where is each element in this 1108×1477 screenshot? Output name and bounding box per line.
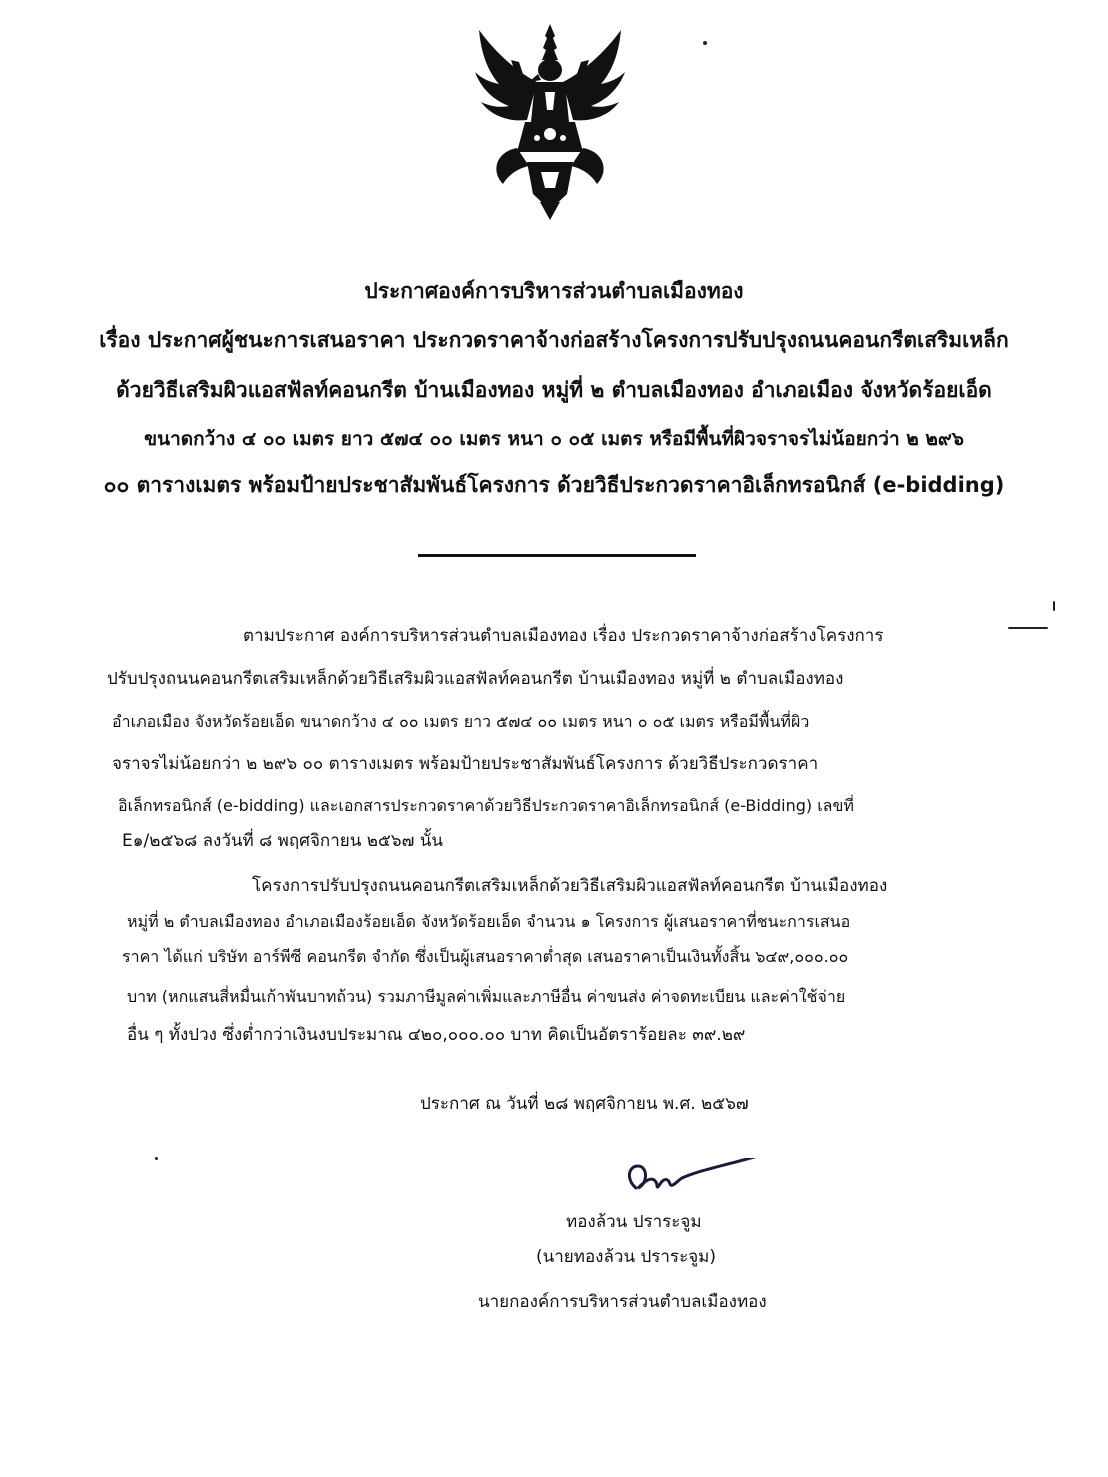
paragraph-1-line: ปรับปรุงถนนคอนกรีตเสริมเหล็กด้วยวิธีเสริมผิวแอสฟัลท์คอนกรีต บ้านเมืองทอง หมู่ที่ ๒ ตำบลเมืองทอง <box>107 669 844 689</box>
paragraph-1-line: ตามประกาศ องค์การบริหารส่วนตำบลเมืองทอง เรื่อง ประกวดราคาจ้างก่อสร้างโครงการ <box>243 626 884 646</box>
subject-line-2: ด้วยวิธีเสริมผิวแอสฟัลท์คอนกรีต บ้านเมืองทอง หมู่ที่ ๒ ตำบลเมืองทอง อำเภอเมือง จังหวัดร้อยเอ็ด <box>116 378 992 402</box>
garuda-emblem <box>465 22 635 222</box>
title-divider <box>418 554 696 557</box>
scan-speck <box>703 41 707 45</box>
paragraph-1-line: อำเภอเมือง จังหวัดร้อยเอ็ด ขนาดกว้าง ๔ ๐๐ เมตร ยาว ๕๗๔ ๐๐ เมตร หนา ๐ ๐๕ เมตร หรือมีพื้นที่ผิว <box>112 712 810 731</box>
printed-name: (นายทองล้วน ปราระจูม) <box>536 1247 716 1267</box>
paragraph-2-line: ราคา ได้แก่ บริษัท อาร์พีซี คอนกรีต จำกัด ซึ่งเป็นผู้เสนอราคาต่ำสุด เสนอราคาเป็นเงินทั้งสิ้น ๖๔๙,๐๐๐.๐๐ <box>122 947 849 966</box>
signatory-position: นายกองค์การบริหารส่วนตำบลเมืองทอง <box>478 1292 767 1312</box>
scan-speck <box>155 1157 158 1160</box>
paragraph-1-line: อิเล็กทรอนิกส์ (e-bidding) และเอกสารประกวดราคาด้วยวิธีประกวดราคาอิเล็กทรอนิกส์ (e-Bidding) เลขที่ <box>118 796 854 815</box>
paragraph-2-line: หมู่ที่ ๒ ตำบลเมืองทอง อำเภอเมืองร้อยเอ็ด จังหวัดร้อยเอ็ด จำนวน ๑ โครงการ ผู้เสนอราคาที่ชนะการเสนอ <box>127 912 851 931</box>
announcement-date: ประกาศ ณ วันที่ ๒๘ พฤศจิกายน พ.ศ. ๒๕๖๗ <box>420 1094 749 1114</box>
subject-line-4: ๐๐ ตารางเมตร พร้อมป้ายประชาสัมพันธ์โครงการ ด้วยวิธีประกวดราคาอิเล็กทรอนิกส์ (e-bidding) <box>103 473 1005 497</box>
scan-speck <box>1053 601 1055 611</box>
scan-speck <box>1008 627 1048 629</box>
subject-line-1: เรื่อง ประกาศผู้ชนะการเสนอราคา ประกวดราคาจ้างก่อสร้างโครงการปรับปรุงถนนคอนกรีตเสริมเหล็ก <box>99 328 1009 352</box>
paragraph-2-line: โครงการปรับปรุงถนนคอนกรีตเสริมเหล็กด้วยวิธีเสริมผิวแอสฟัลท์คอนกรีต บ้านเมืองทอง <box>252 876 888 896</box>
subject-line-3: ขนาดกว้าง ๔ ๐๐ เมตร ยาว ๕๗๔ ๐๐ เมตร หนา ๐ ๐๕ เมตร หรือมีพื้นที่ผิวจราจรไม่น้อยกว่า ๒ ๒๙๖ <box>144 428 964 450</box>
signed-name: ทองล้วน ปราระจูม <box>566 1212 702 1232</box>
announcement-title: ประกาศองค์การบริหารส่วนตำบลเมืองทอง <box>364 279 744 303</box>
paragraph-2-line: บาท (หกแสนสี่หมื่นเก้าพันบาทถ้วน) รวมภาษีมูลค่าเพิ่มและภาษีอื่น ค่าขนส่ง ค่าจดทะเบียน และค่าใช้จ่าย <box>127 987 846 1006</box>
handwritten-signature <box>620 1158 760 1210</box>
paragraph-1-line: E๑/๒๕๖๘ ลงวันที่ ๘ พฤศจิกายน ๒๕๖๗ นั้น <box>122 831 444 851</box>
paragraph-1-line: จราจรไม่น้อยกว่า ๒ ๒๙๖ ๐๐ ตารางเมตร พร้อมป้ายประชาสัมพันธ์โครงการ ด้วยวิธีประกวดราคา <box>112 754 819 774</box>
paragraph-2-line: อื่น ๆ ทั้งปวง ซึ่งต่ำกว่าเงินงบประมาณ ๔๒๐,๐๐๐.๐๐ บาท คิดเป็นอัตราร้อยละ ๓๙.๒๙ <box>127 1025 746 1045</box>
